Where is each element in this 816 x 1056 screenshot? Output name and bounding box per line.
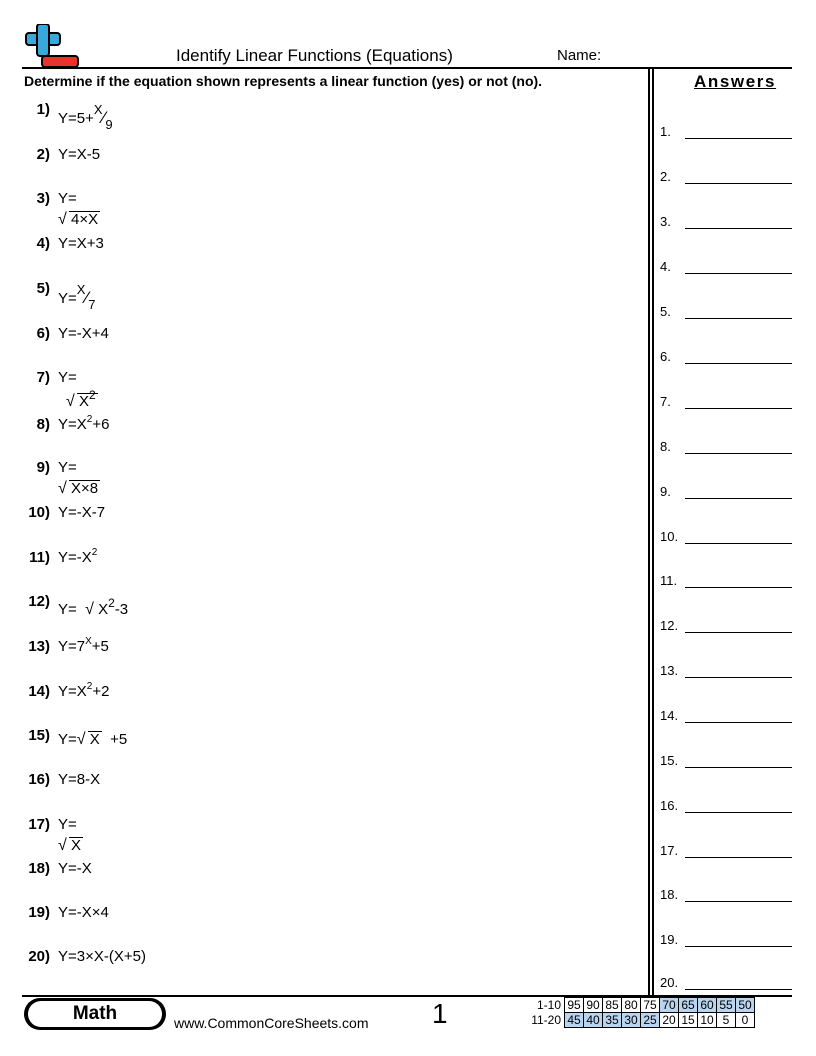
instructions: Determine if the equation shown represents a linear function (yes) or not (no). — [24, 73, 543, 89]
equation: Y= — [58, 459, 77, 476]
answer-blank-20[interactable]: 20. — [660, 975, 794, 995]
answer-blank-15[interactable]: 15. — [660, 753, 794, 773]
square-root: √ 4×X — [58, 211, 100, 228]
answer-blank-5[interactable]: 5. — [660, 304, 794, 324]
website-link[interactable]: www.CommonCoreSheets.com — [174, 1015, 369, 1031]
equation: Y=X+3 — [58, 235, 104, 252]
equation: $Y=-X^2$ — [58, 547, 98, 566]
equation: Y= — [58, 816, 77, 833]
equation: Y=X-5 — [58, 146, 101, 163]
problem-18: 18) Y=-X — [28, 860, 92, 877]
problem-12: 12) Y= √ $X^2-3$ — [22, 593, 622, 633]
square-root: √ X — [58, 837, 83, 854]
problem-5: 5) Y=X⁄7 — [36, 280, 96, 312]
problem-4: 4) Y=X+3 — [36, 235, 104, 252]
header-divider — [22, 67, 792, 69]
answer-blank-6[interactable]: 6. — [660, 349, 794, 369]
subject-label: Math — [28, 1001, 162, 1027]
answer-blank-9[interactable]: 9. — [660, 484, 794, 504]
column-divider-left — [648, 67, 650, 995]
problem-14: 14) $Y=X^2+2$ — [28, 681, 110, 700]
problem-3: 3) Y= √ 4×X — [22, 190, 622, 230]
answers-heading: Answers — [694, 72, 777, 91]
problem-10: 10) Y=-X-7 — [28, 504, 106, 521]
worksheet-title: Identify Linear Functions (Equations) — [176, 46, 453, 65]
score-table — [527, 997, 755, 1028]
equation: Y=-X — [58, 860, 92, 877]
problem-8: 8) $Y=X^2+6$ — [36, 414, 110, 433]
answer-blank-14[interactable]: 14. — [660, 708, 794, 728]
equation: $Y=X^2+2$ — [58, 681, 110, 700]
problem-11: 11) $Y=-X^2$ — [29, 547, 98, 566]
answer-blank-2[interactable]: 2. — [660, 169, 794, 189]
score-row-11-20: 11-20 45 40 35 30 25 20 15 10 5 0 — [527, 1013, 755, 1028]
answer-blank-16[interactable]: 16. — [660, 798, 794, 818]
answer-blank-17[interactable]: 17. — [660, 843, 794, 863]
equation: $Y=7^X+5$ — [58, 636, 109, 655]
equation: Y=5+X⁄9 — [58, 102, 113, 132]
answer-blank-1[interactable]: 1. — [660, 124, 794, 144]
equation: $Y=X^2+6$ — [58, 414, 110, 433]
problem-17: 17) Y= √ X — [22, 816, 622, 856]
equation: Y= √ $X^2-3$ — [58, 601, 130, 618]
square-root: √ X×8 — [58, 480, 100, 497]
problem-7: 7) Y= √ $X^2$ — [22, 369, 622, 409]
problem-1: 1) Y=5+X⁄9 — [36, 101, 113, 132]
equation: Y=-X+4 — [58, 325, 109, 342]
answer-blank-13[interactable]: 13. — [660, 663, 794, 683]
score-row-1-10: 1-10 95 90 85 80 75 70 65 60 55 50 — [527, 998, 755, 1013]
problem-2: 2) Y=X-5 — [36, 146, 101, 163]
equation: Y= — [58, 369, 77, 386]
equation: Y=-X-7 — [58, 504, 106, 521]
answer-blank-10[interactable]: 10. — [660, 529, 794, 549]
problem-9: 9) Y= √ X×8 — [22, 459, 622, 499]
answer-blank-12[interactable]: 12. — [660, 618, 794, 638]
answer-blank-3[interactable]: 3. — [660, 214, 794, 234]
answer-blank-19[interactable]: 19. — [660, 932, 794, 952]
square-root: √ X — [77, 731, 102, 748]
problem-19: 19) Y=-X×4 — [28, 904, 109, 921]
problem-16: 16) Y=8-X — [28, 771, 101, 788]
equation: Y=-X×4 — [58, 904, 109, 921]
equation: Y=X⁄7 — [58, 282, 96, 312]
problem-20: 20) Y=3×X-(X+5) — [28, 948, 146, 965]
answer-blank-4[interactable]: 4. — [660, 259, 794, 279]
answer-blank-8[interactable]: 8. — [660, 439, 794, 459]
column-divider-right — [652, 67, 654, 995]
logo-plus-minus-icon — [24, 24, 80, 68]
answer-blank-11[interactable]: 11. — [660, 573, 794, 593]
page-number: 1 — [432, 998, 448, 1029]
equation: Y=√ X +5 — [58, 731, 127, 748]
problem-15: 15) Y=√ X +5 — [22, 727, 622, 767]
square-root: √ $X^2$ — [66, 393, 98, 410]
name-label: Name: — [557, 47, 602, 64]
square-root: √ $X^2-3$ — [85, 601, 130, 618]
subject-badge — [24, 998, 166, 1030]
problem-6: 6) Y=-X+4 — [36, 325, 109, 342]
equation: Y=8-X — [58, 771, 101, 788]
equation: Y=3×X-(X+5) — [58, 948, 146, 965]
answer-blank-18[interactable]: 18. — [660, 887, 794, 907]
equation: Y= — [58, 190, 77, 207]
answer-blank-7[interactable]: 7. — [660, 394, 794, 414]
problem-13: 13) $Y=7^X+5$ — [28, 636, 109, 655]
